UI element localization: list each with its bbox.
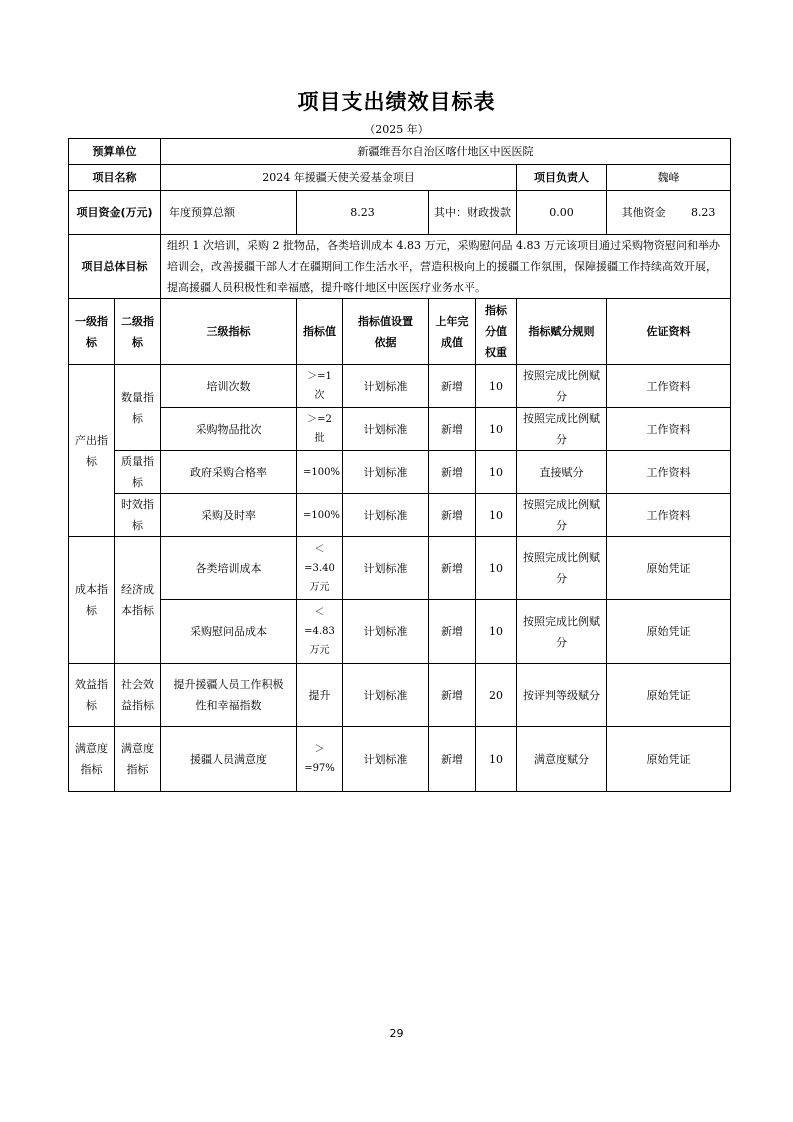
- group-benefit: 效益指标: [69, 664, 115, 727]
- group-quantity: 数量指标: [115, 365, 161, 451]
- indicator-value: ＜=4.83万元: [297, 600, 343, 664]
- header-row: [69, 299, 731, 365]
- table-row: [69, 408, 731, 451]
- indicator-evidence: 工作资料: [607, 408, 731, 451]
- other-funds-label: 其他资金: [621, 206, 666, 219]
- header-weight: 指标分值权重: [476, 299, 517, 365]
- indicator-last-year: 新增: [429, 365, 476, 408]
- group-cost: 成本指标: [69, 537, 115, 664]
- project-name-value: 2024 年援疆天使关爱基金项目: [161, 165, 517, 191]
- table-row: [69, 537, 731, 600]
- indicator-name: 采购慰问品成本: [161, 600, 297, 664]
- indicator-basis: 计划标准: [343, 727, 429, 792]
- overall-goal-value: 组织 1 次培训，采购 2 批物品，各类培训成本 4.83 万元，采购慰问品 4.83 万元该项目通过采购物资慰问和举办培训会，改善援疆干部人才在疆期间工作生活水平，营造积极向上的援疆工作氛围，保障援疆工作持续高效开展，提高援疆人员积极性和幸福感，提升喀什地区中医医疗业务水平。: [161, 235, 731, 299]
- indicator-evidence: 原始凭证: [607, 600, 731, 664]
- indicator-evidence: 工作资料: [607, 365, 731, 408]
- page-number: 29: [389, 1027, 404, 1040]
- indicator-weight: 10: [476, 451, 517, 494]
- indicator-scoring: 满意度赋分: [517, 727, 607, 792]
- indicator-weight: 10: [476, 537, 517, 600]
- table-row: [69, 664, 731, 727]
- indicator-evidence: 原始凭证: [607, 727, 731, 792]
- indicator-weight: 10: [476, 408, 517, 451]
- header-level1: 一级指标: [69, 299, 115, 365]
- indicator-evidence: 原始凭证: [607, 537, 731, 600]
- indicator-scoring: 按照完成比例赋分: [517, 408, 607, 451]
- indicator-basis: 计划标准: [343, 494, 429, 537]
- indicator-name: 培训次数: [161, 365, 297, 408]
- indicator-last-year: 新增: [429, 664, 476, 727]
- other-funds-value: 8.23: [690, 206, 716, 219]
- project-name-label: 项目名称: [69, 165, 161, 191]
- group-satisfaction-sub: 满意度指标: [115, 727, 161, 792]
- budget-unit-value: 新疆维吾尔自治区喀什地区中医医院: [161, 139, 731, 165]
- indicator-weight: 10: [476, 600, 517, 664]
- project-leader-value: 魏峰: [607, 165, 731, 191]
- table-row: [69, 451, 731, 494]
- fiscal-value: 0.00: [517, 191, 607, 235]
- group-economic-cost: 经济成本指标: [115, 537, 161, 664]
- indicator-scoring: 按照完成比例赋分: [517, 600, 607, 664]
- overall-goal-label: 项目总体目标: [69, 235, 161, 299]
- indicator-last-year: 新增: [429, 537, 476, 600]
- annual-budget-label: 年度预算总额: [161, 191, 297, 235]
- indicator-value: =100%: [297, 451, 343, 494]
- indicator-basis: 计划标准: [343, 537, 429, 600]
- indicator-last-year: 新增: [429, 727, 476, 792]
- indicator-value: ＜=3.40万元: [297, 537, 343, 600]
- header-value: 指标值: [297, 299, 343, 365]
- indicator-weight: 10: [476, 494, 517, 537]
- indicator-value: ＞=97%: [297, 727, 343, 792]
- indicator-basis: 计划标准: [343, 451, 429, 494]
- group-timeliness: 时效指标: [115, 494, 161, 537]
- header-scoring: 指标赋分规则: [517, 299, 607, 365]
- indicator-basis: 计划标准: [343, 408, 429, 451]
- indicator-weight: 20: [476, 664, 517, 727]
- indicator-value: =100%: [297, 494, 343, 537]
- indicator-last-year: 新增: [429, 600, 476, 664]
- indicator-scoring: 直接赋分: [517, 451, 607, 494]
- header-evidence: 佐证资料: [607, 299, 731, 365]
- performance-table: [68, 138, 731, 792]
- indicator-value: 提升: [297, 664, 343, 727]
- indicator-evidence: 工作资料: [607, 451, 731, 494]
- project-leader-label: 项目负责人: [517, 165, 607, 191]
- budget-unit-row: [69, 139, 731, 165]
- indicator-basis: 计划标准: [343, 365, 429, 408]
- indicator-value: ＞=2批: [297, 408, 343, 451]
- table-row: [69, 600, 731, 664]
- header-last-year: 上年完成值: [429, 299, 476, 365]
- indicator-last-year: 新增: [429, 408, 476, 451]
- indicator-evidence: 工作资料: [607, 494, 731, 537]
- overall-goal-row: [69, 235, 731, 299]
- indicator-evidence: 原始凭证: [607, 664, 731, 727]
- header-basis: 指标值设置依据: [343, 299, 429, 365]
- year-caption: （2025 年）: [364, 123, 429, 136]
- group-satisfaction: 满意度指标: [69, 727, 115, 792]
- header-level2: 二级指标: [115, 299, 161, 365]
- table-row: [69, 727, 731, 792]
- annual-budget-value: 8.23: [297, 191, 429, 235]
- header-level3: 三级指标: [161, 299, 297, 365]
- group-output: 产出指标: [69, 365, 115, 537]
- indicator-scoring: 按照完成比例赋分: [517, 494, 607, 537]
- indicator-name: 采购及时率: [161, 494, 297, 537]
- funds-label: 项目资金(万元): [69, 191, 161, 235]
- group-social-benefit: 社会效益指标: [115, 664, 161, 727]
- indicator-name: 援疆人员满意度: [161, 727, 297, 792]
- indicator-name: 政府采购合格率: [161, 451, 297, 494]
- indicator-value: ＞=1次: [297, 365, 343, 408]
- indicator-last-year: 新增: [429, 494, 476, 537]
- indicator-basis: 计划标准: [343, 600, 429, 664]
- indicator-scoring: 按照完成比例赋分: [517, 537, 607, 600]
- fiscal-label: 其中：财政拨款: [429, 191, 517, 235]
- indicator-name: 采购物品批次: [161, 408, 297, 451]
- indicator-scoring: 按评判等级赋分: [517, 664, 607, 727]
- page-title: 项目支出绩效目标表: [297, 90, 496, 114]
- indicator-name: 各类培训成本: [161, 537, 297, 600]
- indicator-basis: 计划标准: [343, 664, 429, 727]
- budget-unit-label: 预算单位: [69, 139, 161, 165]
- indicator-last-year: 新增: [429, 451, 476, 494]
- indicator-name: 提升援疆人员工作积极性和幸福指数: [161, 664, 297, 727]
- group-quality: 质量指标: [115, 451, 161, 494]
- indicator-weight: 10: [476, 365, 517, 408]
- table-row: [69, 365, 731, 408]
- other-funds-cell: [607, 191, 731, 235]
- indicator-weight: 10: [476, 727, 517, 792]
- indicator-scoring: 按照完成比例赋分: [517, 365, 607, 408]
- funds-row: [69, 191, 731, 235]
- project-name-row: [69, 165, 731, 191]
- table-row: [69, 494, 731, 537]
